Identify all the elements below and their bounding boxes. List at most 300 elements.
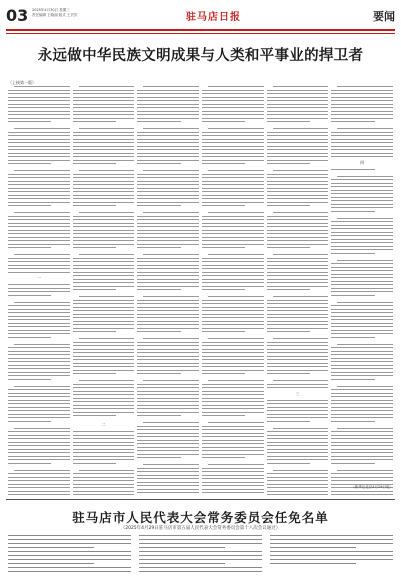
text-line	[137, 90, 199, 91]
text-line	[273, 380, 329, 381]
text-line	[8, 139, 70, 140]
text-line	[202, 114, 264, 115]
text-line	[137, 454, 199, 455]
text-line	[8, 309, 70, 310]
text-line	[143, 296, 199, 297]
text-line	[267, 160, 329, 161]
text-line	[73, 216, 135, 217]
text-line	[331, 323, 393, 324]
text-line	[202, 272, 264, 273]
text-line	[137, 314, 199, 315]
text-line	[267, 352, 329, 353]
text-line	[202, 156, 264, 157]
text-line	[267, 142, 329, 143]
notice-title: 驻马店市人民代表大会常务委员会任免名单	[72, 510, 329, 525]
text-line	[73, 494, 135, 495]
text-line	[137, 478, 199, 479]
text-line	[73, 118, 135, 119]
text-line	[331, 197, 393, 198]
text-line	[202, 475, 264, 476]
text-line	[73, 174, 135, 175]
text-line	[137, 163, 180, 164]
text-line	[73, 352, 135, 353]
text-line	[8, 445, 70, 446]
text-line	[267, 226, 329, 227]
text-line	[267, 258, 329, 259]
text-line	[267, 135, 329, 136]
text-line	[267, 449, 329, 450]
text-line	[331, 111, 393, 112]
notice-line	[270, 563, 356, 564]
text-line	[267, 303, 329, 304]
text-line	[8, 438, 70, 439]
text-line	[137, 482, 199, 483]
section-separator	[6, 499, 395, 500]
text-line	[331, 494, 393, 495]
text-line	[143, 128, 199, 129]
text-line	[8, 142, 70, 143]
notice-subtitle: （2025年4月29日驻马店市第五届人民代表大会常务委员会第十八次会议通过）	[120, 526, 281, 531]
text-line	[73, 431, 135, 432]
text-line	[331, 135, 393, 136]
text-line	[267, 431, 329, 432]
text-line	[137, 450, 199, 451]
text-line	[267, 247, 310, 248]
text-line	[14, 254, 70, 255]
text-line	[8, 463, 51, 464]
text-line	[73, 370, 135, 371]
text-line	[331, 459, 393, 460]
text-line	[8, 477, 70, 478]
text-line	[137, 489, 199, 490]
text-line	[8, 365, 70, 366]
header-rule-thin	[6, 33, 395, 34]
newspaper-brand: 驻马店日报	[186, 12, 241, 23]
text-line	[267, 233, 329, 234]
text-line	[267, 289, 310, 290]
text-line	[331, 431, 393, 432]
text-line	[137, 233, 199, 234]
text-line	[8, 90, 70, 91]
text-line	[202, 244, 264, 245]
notice-line	[270, 551, 393, 552]
text-line	[267, 93, 329, 94]
text-line	[331, 379, 374, 380]
text-line	[137, 401, 199, 402]
text-line	[202, 205, 245, 206]
text-line	[267, 174, 329, 175]
text-line	[8, 195, 70, 196]
text-line	[137, 230, 199, 231]
text-line	[267, 459, 329, 460]
text-line	[202, 268, 264, 269]
text-line	[202, 307, 264, 308]
text-line	[73, 244, 135, 245]
text-line	[331, 410, 393, 411]
text-line	[79, 254, 135, 255]
text-line	[137, 496, 199, 497]
text-line	[79, 128, 135, 129]
text-line	[331, 316, 393, 317]
article-column-3	[137, 86, 199, 496]
text-line	[331, 114, 393, 115]
text-line	[267, 331, 310, 332]
text-line	[267, 195, 329, 196]
text-line	[8, 305, 70, 306]
text-line	[73, 321, 135, 322]
text-line	[267, 445, 329, 446]
text-line	[8, 121, 51, 122]
text-line	[73, 349, 135, 350]
text-line	[73, 412, 135, 413]
text-line	[137, 440, 199, 441]
text-line	[137, 317, 199, 318]
text-line	[8, 205, 51, 206]
text-line	[267, 139, 329, 140]
text-line	[8, 431, 70, 432]
text-line	[202, 142, 264, 143]
text-line	[73, 408, 135, 409]
text-line	[137, 324, 199, 325]
text-line	[73, 163, 116, 164]
text-line	[14, 470, 70, 471]
text-line	[331, 456, 393, 457]
text-line	[202, 216, 264, 217]
text-line	[331, 309, 393, 310]
notice-line	[270, 555, 393, 556]
text-line	[137, 356, 199, 357]
text-line	[8, 163, 51, 164]
text-line	[8, 372, 70, 373]
text-line	[137, 237, 199, 238]
text-line	[73, 265, 135, 266]
text-line	[137, 272, 199, 273]
notice-line	[139, 535, 262, 536]
text-line	[137, 135, 199, 136]
text-line	[8, 104, 70, 105]
text-line	[137, 258, 199, 259]
text-line	[8, 459, 70, 460]
text-line	[267, 328, 329, 329]
text-line	[202, 429, 264, 430]
text-line	[8, 400, 70, 401]
text-line	[267, 407, 329, 408]
text-line	[8, 456, 70, 457]
text-line	[202, 240, 264, 241]
text-line	[137, 384, 199, 385]
text-line	[331, 295, 374, 296]
text-line	[73, 324, 135, 325]
text-line	[331, 156, 393, 157]
text-line	[137, 198, 199, 199]
text-line	[143, 464, 199, 465]
text-line	[8, 160, 70, 161]
text-line	[267, 272, 329, 273]
text-line	[137, 132, 199, 133]
text-line	[337, 176, 393, 177]
text-line	[202, 139, 264, 140]
text-line	[331, 153, 393, 154]
text-line	[208, 380, 264, 381]
text-line	[73, 135, 135, 136]
text-line	[8, 237, 70, 238]
text-line	[8, 247, 51, 248]
text-line	[202, 401, 264, 402]
text-line	[202, 265, 264, 266]
text-line	[143, 254, 199, 255]
text-line	[73, 331, 116, 332]
text-line	[267, 463, 310, 464]
text-line	[337, 302, 393, 303]
text-line	[202, 398, 264, 399]
text-line	[137, 184, 199, 185]
notice-line	[139, 539, 262, 540]
text-line	[137, 216, 199, 217]
text-line	[331, 330, 393, 331]
text-line	[73, 153, 135, 154]
notice-line	[139, 543, 262, 544]
header-meta	[32, 8, 77, 18]
text-line	[8, 333, 70, 334]
text-line	[267, 177, 329, 178]
text-line	[8, 181, 70, 182]
text-line	[137, 97, 199, 98]
text-line	[337, 86, 393, 87]
text-line	[267, 111, 329, 112]
part-number: 一	[36, 275, 41, 280]
notice-line	[139, 563, 225, 564]
text-line	[267, 384, 329, 385]
text-line	[73, 459, 135, 460]
text-line	[8, 258, 70, 259]
text-line	[8, 118, 70, 119]
text-line	[267, 438, 329, 439]
text-line	[202, 489, 264, 490]
text-line	[137, 121, 180, 122]
notice-line	[8, 559, 131, 560]
text-line	[202, 149, 264, 150]
text-line	[8, 184, 70, 185]
text-line	[331, 277, 393, 278]
text-line	[8, 272, 70, 273]
text-line	[73, 268, 135, 269]
text-line	[137, 111, 199, 112]
text-line	[331, 281, 393, 282]
text-line	[331, 477, 393, 478]
text-line	[202, 405, 264, 406]
text-line	[8, 319, 70, 320]
text-line	[331, 417, 393, 418]
text-line	[73, 275, 135, 276]
notice-line	[8, 535, 131, 536]
text-line	[137, 100, 199, 101]
text-line	[267, 307, 329, 308]
text-line	[331, 452, 393, 453]
text-line	[267, 104, 329, 105]
text-line	[137, 307, 199, 308]
text-line	[267, 286, 329, 287]
text-line	[137, 300, 199, 301]
text-line	[137, 195, 199, 196]
notice-line	[8, 543, 131, 544]
notice-line	[139, 547, 225, 548]
text-line	[137, 107, 199, 108]
text-line	[137, 219, 199, 220]
text-line	[202, 342, 264, 343]
text-line	[331, 242, 393, 243]
text-line	[73, 384, 135, 385]
text-line	[202, 198, 264, 199]
text-line	[267, 366, 329, 367]
text-line	[267, 400, 329, 401]
text-line	[202, 118, 264, 119]
article-body	[8, 86, 393, 496]
text-line	[8, 449, 70, 450]
text-line	[202, 485, 264, 486]
text-line	[331, 267, 393, 268]
text-line	[14, 302, 70, 303]
text-line	[137, 436, 199, 437]
text-line	[202, 317, 264, 318]
text-line	[273, 170, 329, 171]
text-line	[73, 247, 116, 248]
text-line	[267, 317, 329, 318]
text-line	[73, 177, 135, 178]
text-line	[73, 93, 135, 94]
text-line	[331, 132, 393, 133]
text-line	[73, 491, 135, 492]
text-line	[73, 286, 135, 287]
text-line	[73, 480, 135, 481]
text-line	[267, 90, 329, 91]
text-line	[8, 396, 70, 397]
text-line	[8, 226, 70, 227]
text-line	[79, 470, 135, 471]
text-line	[267, 456, 329, 457]
text-line	[137, 373, 180, 374]
text-line	[331, 211, 374, 212]
text-line	[79, 380, 135, 381]
text-line	[137, 177, 199, 178]
text-line	[143, 86, 199, 87]
text-line	[202, 363, 264, 364]
text-line	[208, 170, 264, 171]
text-line	[267, 452, 329, 453]
notice-body	[8, 535, 393, 575]
text-line	[137, 142, 199, 143]
text-line	[331, 104, 393, 105]
text-line	[331, 221, 393, 222]
text-line	[202, 160, 264, 161]
text-line	[202, 370, 264, 371]
text-line	[8, 351, 70, 352]
text-line	[202, 135, 264, 136]
text-line	[73, 191, 135, 192]
text-line	[8, 291, 70, 292]
text-line	[337, 386, 393, 387]
notice-column-3	[270, 535, 393, 575]
text-line	[202, 121, 245, 122]
text-line	[137, 468, 199, 469]
text-line	[267, 484, 329, 485]
text-line	[267, 202, 329, 203]
text-line	[137, 391, 199, 392]
notice-line	[8, 563, 94, 564]
text-line	[202, 352, 264, 353]
text-line	[202, 366, 264, 367]
text-line	[8, 494, 70, 495]
text-line	[8, 368, 70, 369]
text-line	[208, 464, 264, 465]
text-line	[331, 239, 393, 240]
text-line	[331, 435, 393, 436]
text-line	[267, 261, 329, 262]
text-line	[137, 286, 199, 287]
text-line	[202, 373, 245, 374]
text-line	[137, 328, 199, 329]
text-line	[202, 412, 264, 413]
article-column-2	[73, 86, 135, 496]
text-line	[73, 310, 135, 311]
text-line	[137, 205, 180, 206]
text-line	[137, 363, 199, 364]
text-line	[202, 282, 264, 283]
text-line	[137, 370, 199, 371]
text-line	[73, 90, 135, 91]
text-line	[73, 258, 135, 259]
text-line	[331, 139, 393, 140]
text-line	[8, 403, 70, 404]
text-line	[73, 219, 135, 220]
text-line	[331, 149, 393, 150]
header-editors: 责任编辑 王晓丽 版式 王贝贝	[32, 13, 78, 17]
notice-line	[8, 539, 131, 540]
text-line	[79, 86, 135, 87]
text-line	[202, 433, 264, 434]
text-line	[73, 188, 135, 189]
text-line	[202, 184, 264, 185]
text-line	[137, 268, 199, 269]
text-line	[73, 398, 135, 399]
text-line	[73, 356, 135, 357]
text-line	[73, 405, 135, 406]
text-line	[137, 412, 199, 413]
notice-line	[139, 571, 262, 572]
text-line	[202, 468, 264, 469]
text-line	[14, 212, 70, 213]
text-line	[337, 128, 393, 129]
text-line	[73, 463, 116, 464]
text-line	[14, 128, 70, 129]
text-line	[202, 303, 264, 304]
text-line	[331, 193, 393, 194]
text-line	[202, 219, 264, 220]
text-line	[202, 408, 264, 409]
text-line	[73, 230, 135, 231]
text-line	[143, 380, 199, 381]
text-line	[137, 240, 199, 241]
text-line	[273, 86, 329, 87]
text-line	[137, 447, 199, 448]
text-line	[331, 200, 393, 201]
text-line	[331, 463, 374, 464]
text-line	[73, 282, 135, 283]
text-line	[331, 179, 393, 180]
text-line	[73, 415, 116, 416]
text-line	[202, 447, 264, 448]
text-line	[267, 100, 329, 101]
text-line	[202, 177, 264, 178]
